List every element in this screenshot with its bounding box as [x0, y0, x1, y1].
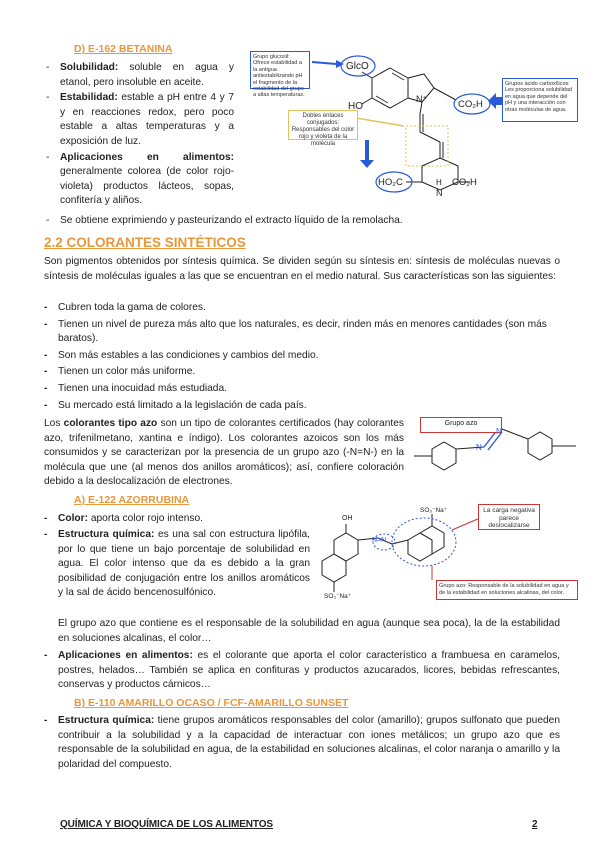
azo-nn-label: N=N: [372, 537, 387, 544]
list-item: - Estabilidad: estable a pH entre 4 y 7 y en reacciones redox, pero poco estable a altas temperaturas y a exposición de luz.: [46, 92, 234, 147]
list-item: - Tienen una inocuidad más estudiada.: [44, 382, 227, 394]
list-item: - Son más estables a las condiciones y cambios del medio.: [44, 349, 319, 361]
ho2c-label: HO₂C: [378, 177, 403, 188]
azo-paragraph: Los colorantes tipo azo son un tipo de colorantes certificados (hay colorantes azo, trifenilmetano, xantina e índigo). Los colorantes azoicos son los más consumidos y se caracterizan por la presencia de un grupo azo (-N=N-) en la molécula que une (al menos dos anillos aromáticos); así, confiere coloración debido a la deslocalización de electrones.: [44, 418, 404, 488]
betanin-structure: [244, 48, 580, 200]
list-item: - Color: aporta color rojo intenso.: [44, 513, 203, 524]
section-d-list: [46, 61, 234, 209]
glucosyl-annotation: Grupo glucosil: Ofrece estabilidad a la antigua antiestabilizando pH el fragmento de la estabilidad del grupo a altas temperaturas.: [250, 51, 310, 89]
characteristics-list: [44, 301, 560, 413]
azo-group-figure: [410, 417, 580, 487]
section-2-2-title: 2.2 COLORANTES SINTÉTICOS: [44, 235, 246, 250]
list-item: - Su mercado está limitado a la legislación de cada país.: [44, 399, 307, 411]
glco-label: GlcO: [346, 61, 369, 72]
azo-function-annotation: Grupo azo: Responsable de la solubilidad en agua y de la estabilidad en soluciones alcalinas, del color.: [436, 580, 578, 600]
azo-group-label: Grupo azo: [420, 417, 502, 433]
list-item: - Se obtiene exprimiendo y pasteurizando el extracto líquido de la remolacha.: [46, 215, 403, 226]
oh-label: OH: [342, 515, 353, 522]
footer-title: QUÍMICA Y BIOQUÍMICA DE LOS ALIMENTOS: [60, 819, 273, 830]
list-item: - Solubilidad: soluble en agua y etanol, pero insoluble en aceite.: [46, 62, 234, 88]
azo-n1: N: [476, 443, 482, 452]
list-item: - Cubren toda la gama de colores.: [44, 302, 206, 313]
charge-annotation: La carga negativa parece deslocalizarse: [478, 504, 540, 530]
so3na-label-2: SO₃⁻Na⁺: [420, 507, 448, 514]
so3na-label-1: SO₃⁻Na⁺: [324, 593, 352, 600]
section-b-title: B) E-110 AMARILLO OCASO / FCF-AMARILLO SUNSET: [74, 697, 349, 709]
section-d-title: D) E-162 BETANINA: [74, 43, 173, 55]
azo-group-paragraph: El grupo azo que contiene es el responsable de la solubilidad en agua (aunque sea poca), la de la estabilidad en soluciones alcalinas, el color…: [58, 618, 560, 644]
list-item: - Estructura química: tiene grupos aromáticos responsables del color (amarillo); grupos sulfonato que pueden contribuir a la solubilidad y a la capacidad de interactuar con iones metálicos; un grupo azo que es responsable de la solubilidad en agua, de la estabilidad en soluciones alcalinas, el color naranja o amarillo y la polaridad del compuesto.: [44, 715, 560, 770]
carboxylic-annotation: Grupos ácido carboxílicos: Les proporciona solubilidad en agua que depende del pH y una interacción con otras moléculas de agua.: [502, 78, 578, 122]
co2h-bottom-label: CO₂H: [452, 177, 477, 188]
list-item: - Estructura química: es una sal con estructura lipófila, por lo que tiene un bajo porcentaje de solubilidad en agua. El color intenso que da es debido a la gran posibilidad de conjugación entre los anillos aromáticos y la sal de ácido bencenosulfónico.: [44, 529, 310, 599]
h-label: H: [436, 178, 442, 187]
list-item: - Tienen un color más uniforme.: [44, 366, 196, 378]
section-2-2-intro: Son pigmentos obtenidos por síntesis química. Se dividen según su síntesis en: síntesis de moléculas nuevas o síntesis de moléculas iguales a las que se encuentran en el medio natural. Sus características son las siguientes:: [44, 256, 560, 282]
n-label: N: [436, 188, 443, 198]
azo-n2: N: [496, 427, 502, 436]
section-a-title: A) E-122 AZORRUBINA: [74, 494, 190, 506]
list-item: - Aplicaciones en alimentos: generalmente colorea (de color rojo-violeta) productos lácteos, sopas, confitería y aliños.: [46, 151, 234, 207]
list-item: - Tienen un nivel de pureza más alto que los naturales, es decir, rinden más en menores cantidades (son más baratos).: [44, 318, 547, 345]
azorubine-structure: [312, 500, 580, 610]
ho-label: HO: [348, 101, 363, 112]
nplus-label: N⁺: [416, 94, 428, 104]
co2h-top-label: CO₂H: [458, 99, 483, 110]
conjugated-bonds-annotation: Dobles enlaces conjugados: Responsables del color rojo y violeta de la molécula: [288, 110, 358, 140]
page-number: 2: [532, 819, 538, 830]
list-item: - Aplicaciones en alimentos: es el colorante que aporta el color característico a frambuesa en caramelos, postres, helados… También se aplica en confituras y productos azucarados, licores, bebidas refrescantes, conservas y productos cárnicos…: [44, 650, 560, 691]
